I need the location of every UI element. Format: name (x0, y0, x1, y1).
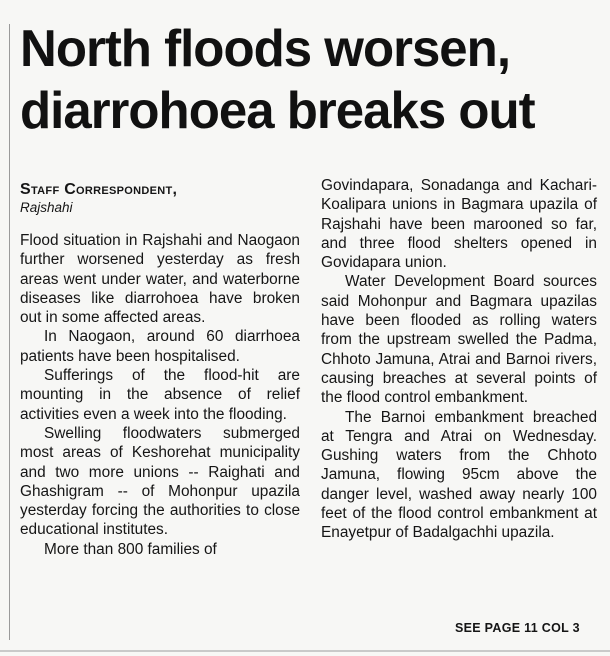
paragraph: More than 800 families of (44, 540, 217, 558)
paragraph: In Naogaon, around 60 diarrhoea patients have been hospitalised. (20, 328, 300, 365)
byline-author: Staff Correspondent, (20, 181, 178, 198)
column-rule (9, 24, 10, 640)
headline: North floods worsen, diarrohoea breaks out (20, 20, 535, 140)
paragraph: The Barnoi embankment breached at Tengra and Atrai on Wednesday. Gushing waters from the Chhoto Jamuna, flowing 95cm above the danger level, washed away nearly 100 feet of the flood control embankment at Enayetpur of Badalgachhi upazila. (321, 408, 597, 542)
continuation-note: SEE PAGE 11 COL 3 (455, 621, 580, 635)
paragraph: Govindapara, Sonadanga and Kachari-Koalipara unions in Bagmara upazila of Rajshahi have been marooned so far, and three flood shelters opened in Govidapara union. (321, 177, 597, 272)
paragraph: Water Development Board sources said Mohonpur and Bagmara upazilas have been flooded as rolling waters from the upstream swelled the Padma, Chhoto Jamuna, Atrai and Barnoi rivers, causing breaches at several points of the flood control embankment. (321, 273, 597, 407)
byline-location: Rajshahi (20, 200, 73, 215)
article-column-left (20, 180, 300, 559)
paragraph: Sufferings of the flood-hit are mounting in the absence of relief activities even a week into the flooding. (20, 367, 300, 423)
paragraph: Flood situation in Rajshahi and Naogaon further worsened yesterday as fresh areas went under water, and waterborne diseases like diarrohoea have broken out in some affected areas. (20, 232, 300, 327)
bottom-rule (0, 650, 610, 652)
paragraph: Swelling floodwaters submerged most areas of Keshorehat municipality and two more unions -- Raighati and Ghashigram -- of Mohonpur upazila yesterday forcing the authorities to close educational institutes. (20, 424, 300, 539)
article-column-right (321, 176, 597, 543)
